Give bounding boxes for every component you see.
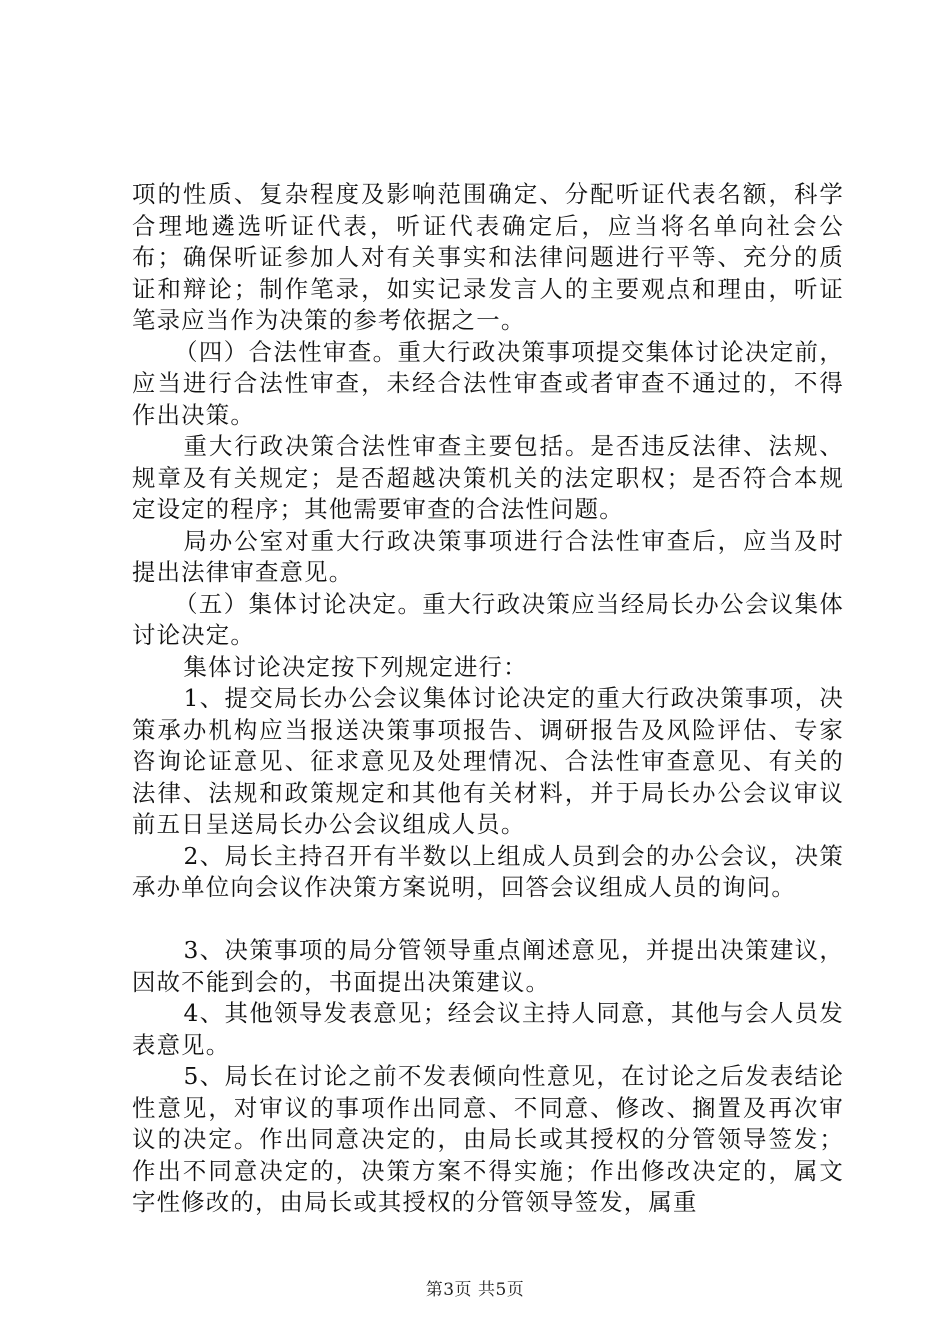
- paragraph-item-4: 4、其他领导发表意见；经会议主持人同意，其他与会人员发表意见。: [132, 999, 844, 1059]
- paragraph-gap: [132, 904, 844, 936]
- paragraph-collective-decision: （五）集体讨论决定。重大行政决策应当经局长办公会议集体讨论决定。: [132, 589, 844, 649]
- paragraph-office-review: 局办公室对重大行政决策事项进行合法性审查后，应当及时提出法律审查意见。: [132, 526, 844, 586]
- paragraph-hearing-continuation: 项的性质、复杂程度及影响范围确定、分配听证代表名额，科学合理地遴选听证代表，听证代表确定后，应当将名单向社会公布；确保听证参加人对有关事实和法律问题进行平等、充分的质证和辩论；制作笔录，如实记录发言人的主要观点和理由，听证笔录应当作为决策的参考依据之一。: [132, 180, 844, 334]
- paragraph-legality-review: （四）合法性审查。重大行政决策事项提交集体讨论决定前，应当进行合法性审查，未经合法性审查或者审查不通过的，不得作出决策。: [132, 337, 844, 429]
- paragraph-decision-rules: 集体讨论决定按下列规定进行：: [183, 652, 528, 681]
- paragraph-item-1: 1、提交局长办公会议集体讨论决定的重大行政决策事项，决策承办机构应当报送决策事项报告、调研报告及风险评估、专家咨询论证意见、征求意见及处理情况、合法性审查意见、有关的法律、法规和政策规定和其他有关材料，并于局长办公会议审议前五日呈送局长办公会议组成人员。: [132, 684, 844, 838]
- paragraph-item-3: 3、决策事项的局分管领导重点阐述意见，并提出决策建议，因故不能到会的，书面提出决策建议。: [132, 936, 844, 996]
- document-body: [132, 179, 844, 1219]
- paragraph-review-content: 重大行政决策合法性审查主要包括。是否违反法律、法规、规章及有关规定；是否超越决策机关的法定职权；是否符合本规定设定的程序；其他需要审查的合法性问题。: [132, 432, 844, 523]
- page-number-footer: 第3页 共5页: [425, 1280, 525, 1300]
- paragraph-item-2: 2、局长主持召开有半数以上组成人员到会的办公会议，决策承办单位向会议作决策方案说明，回答会议组成人员的询问。: [132, 841, 844, 901]
- paragraph-item-5: 5、局长在讨论之前不发表倾向性意见，在讨论之后发表结论性意见，对审议的事项作出同意、不同意、修改、搁置及再次审议的决定。作出同意决定的，由局长或其授权的分管领导签发；作出不同意决定的，决策方案不得实施；作出修改决定的，属文字性修改的，由局长或其授权的分管领导签发，属重: [132, 1062, 844, 1216]
